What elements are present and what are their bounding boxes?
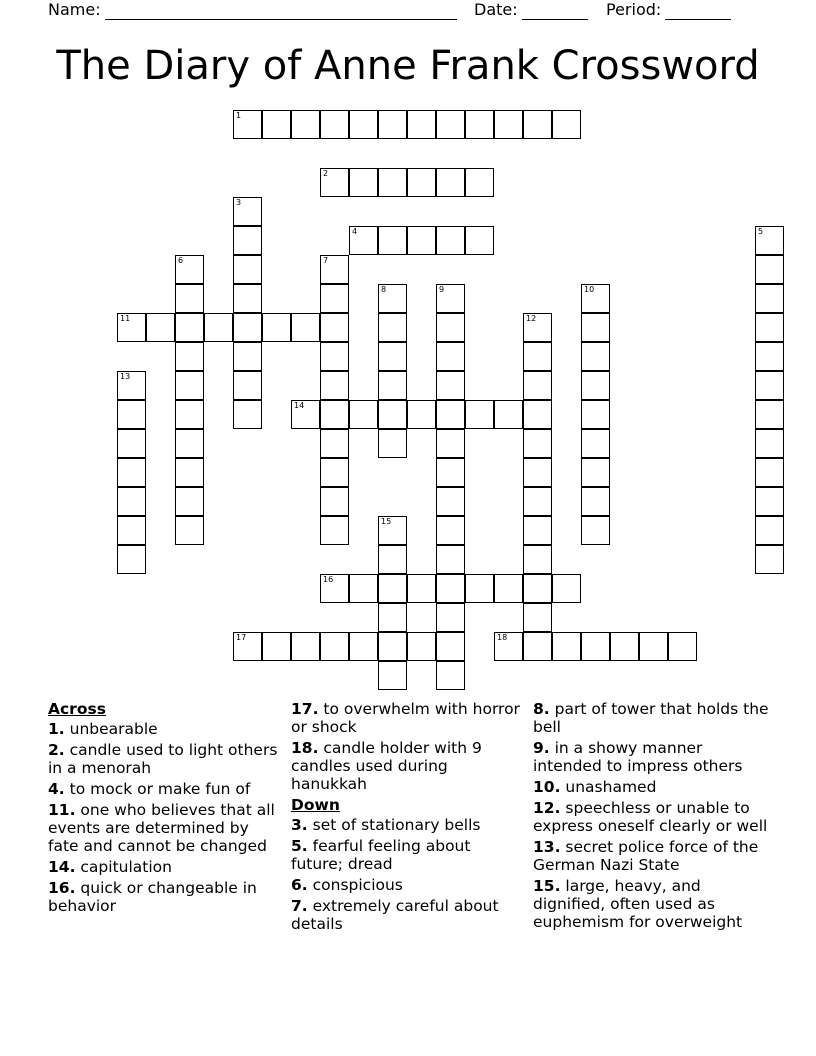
grid-cell[interactable] bbox=[523, 603, 552, 632]
grid-cell[interactable] bbox=[262, 632, 291, 661]
grid-cell[interactable] bbox=[581, 400, 610, 429]
down-heading: Down bbox=[291, 796, 340, 814]
grid-cell[interactable] bbox=[436, 313, 465, 342]
grid-cell[interactable] bbox=[465, 110, 494, 139]
grid-cell[interactable] bbox=[378, 516, 407, 545]
date-label: Date: bbox=[474, 0, 518, 19]
grid-cell[interactable] bbox=[320, 342, 349, 371]
page-title: The Diary of Anne Frank Crossword bbox=[56, 43, 760, 89]
clues-column-2 bbox=[291, 700, 527, 936]
grid-cell[interactable] bbox=[755, 429, 784, 458]
grid-cell[interactable] bbox=[320, 632, 349, 661]
grid-cell[interactable] bbox=[175, 516, 204, 545]
period-label: Period: bbox=[606, 0, 662, 19]
cell-number: 6 bbox=[178, 256, 184, 265]
grid-cell[interactable] bbox=[407, 168, 436, 197]
grid-cell[interactable] bbox=[378, 603, 407, 632]
grid-cell[interactable] bbox=[320, 516, 349, 545]
grid-cell[interactable] bbox=[233, 226, 262, 255]
clue-down-8: 8. part of tower that holds the bell bbox=[533, 700, 769, 736]
grid-cell[interactable] bbox=[378, 342, 407, 371]
grid-cell[interactable] bbox=[378, 545, 407, 574]
name-label: Name: bbox=[48, 0, 101, 19]
grid-cell[interactable] bbox=[436, 110, 465, 139]
grid-cell[interactable] bbox=[494, 400, 523, 429]
grid-cell[interactable] bbox=[523, 487, 552, 516]
grid-cell[interactable] bbox=[291, 313, 320, 342]
grid-cell[interactable] bbox=[349, 632, 378, 661]
grid-cell[interactable] bbox=[523, 632, 552, 661]
clue-down-9: 9. in a showy manner intended to impress others bbox=[533, 739, 743, 775]
clue-down-7: 7. extremely careful about details bbox=[291, 897, 499, 933]
grid-cell[interactable] bbox=[465, 400, 494, 429]
grid-cell[interactable] bbox=[349, 226, 378, 255]
grid-cell[interactable] bbox=[291, 400, 320, 429]
grid-cell[interactable] bbox=[581, 284, 610, 313]
clue-across-14: 14. capitulation bbox=[48, 858, 172, 876]
grid-cell[interactable] bbox=[378, 313, 407, 342]
grid-cell[interactable] bbox=[320, 574, 349, 603]
grid-cell[interactable] bbox=[668, 632, 697, 661]
grid-cell[interactable] bbox=[581, 371, 610, 400]
grid-cell[interactable] bbox=[175, 371, 204, 400]
grid-cell[interactable] bbox=[552, 110, 581, 139]
grid-cell[interactable] bbox=[436, 284, 465, 313]
grid-cell[interactable] bbox=[523, 400, 552, 429]
grid-cell[interactable] bbox=[407, 574, 436, 603]
clues-column-3 bbox=[533, 700, 769, 934]
grid-cell[interactable] bbox=[233, 110, 262, 139]
grid-cell[interactable] bbox=[291, 632, 320, 661]
grid-cell[interactable] bbox=[262, 313, 291, 342]
grid-cell[interactable] bbox=[175, 429, 204, 458]
clue-down-3: 3. set of stationary bells bbox=[291, 816, 481, 834]
cell-number: 5 bbox=[758, 227, 764, 236]
cell-number: 2 bbox=[323, 169, 329, 178]
grid-cell[interactable] bbox=[349, 168, 378, 197]
grid-cell[interactable] bbox=[378, 632, 407, 661]
grid-cell[interactable] bbox=[436, 168, 465, 197]
grid-cell[interactable] bbox=[291, 110, 320, 139]
cell-number: 3 bbox=[236, 198, 242, 207]
clue-down-13: 13. secret police force of the German Nazi State bbox=[533, 838, 759, 874]
grid-cell[interactable] bbox=[233, 284, 262, 313]
grid-cell[interactable] bbox=[581, 342, 610, 371]
grid-cell[interactable] bbox=[175, 487, 204, 516]
clue-across-16: 16. quick or changeable in behavior bbox=[48, 879, 257, 915]
grid-cell[interactable] bbox=[465, 226, 494, 255]
grid-cell[interactable] bbox=[581, 632, 610, 661]
grid-cell[interactable] bbox=[175, 313, 204, 342]
grid-cell[interactable] bbox=[233, 371, 262, 400]
clue-down-6: 6. conspicious bbox=[291, 876, 403, 894]
clue-across-2: 2. candle used to light others in a menorah bbox=[48, 741, 278, 777]
grid-cell[interactable] bbox=[436, 516, 465, 545]
grid-cell[interactable] bbox=[494, 574, 523, 603]
grid-cell[interactable] bbox=[175, 255, 204, 284]
grid-cell[interactable] bbox=[436, 400, 465, 429]
grid-cell[interactable] bbox=[523, 371, 552, 400]
grid-cell[interactable] bbox=[175, 284, 204, 313]
grid-cell[interactable] bbox=[233, 197, 262, 226]
grid-cell[interactable] bbox=[320, 458, 349, 487]
grid-cell[interactable] bbox=[755, 313, 784, 342]
grid-cell[interactable] bbox=[378, 429, 407, 458]
grid-cell[interactable] bbox=[610, 632, 639, 661]
grid-cell[interactable] bbox=[320, 429, 349, 458]
grid-cell[interactable] bbox=[436, 342, 465, 371]
grid-cell[interactable] bbox=[378, 226, 407, 255]
grid-cell[interactable] bbox=[407, 400, 436, 429]
grid-cell[interactable] bbox=[523, 342, 552, 371]
clue-down-5: 5. fearful feeling about future; dread bbox=[291, 837, 471, 873]
grid-cell[interactable] bbox=[755, 487, 784, 516]
grid-cell[interactable] bbox=[117, 371, 146, 400]
grid-cell[interactable] bbox=[581, 458, 610, 487]
grid-cell[interactable] bbox=[117, 313, 146, 342]
clue-across-18: 18. candle holder with 9 candles used during hanukkah bbox=[291, 739, 482, 793]
grid-cell[interactable] bbox=[117, 458, 146, 487]
grid-cell[interactable] bbox=[465, 574, 494, 603]
grid-cell[interactable] bbox=[436, 545, 465, 574]
grid-cell[interactable] bbox=[378, 400, 407, 429]
clue-across-11: 11. one who believes that all events are determined by fate and cannot be changed bbox=[48, 801, 275, 855]
cell-number: 7 bbox=[323, 256, 329, 265]
clue-down-15: 15. large, heavy, and dignified, often used as euphemism for overweight bbox=[533, 877, 743, 931]
grid-cell[interactable] bbox=[581, 487, 610, 516]
grid-cell[interactable] bbox=[436, 226, 465, 255]
grid-cell[interactable] bbox=[581, 516, 610, 545]
grid-cell[interactable] bbox=[320, 400, 349, 429]
grid-cell[interactable] bbox=[233, 342, 262, 371]
grid-cell[interactable] bbox=[494, 110, 523, 139]
across-heading: Across bbox=[48, 700, 106, 718]
grid-cell[interactable] bbox=[320, 313, 349, 342]
grid-cell[interactable] bbox=[755, 458, 784, 487]
grid-cell[interactable] bbox=[523, 545, 552, 574]
grid-cell[interactable] bbox=[523, 458, 552, 487]
grid-cell[interactable] bbox=[523, 574, 552, 603]
grid-cell[interactable] bbox=[407, 632, 436, 661]
grid-cell[interactable] bbox=[320, 371, 349, 400]
grid-cell[interactable] bbox=[378, 168, 407, 197]
grid-cell[interactable] bbox=[233, 313, 262, 342]
cell-number: 13 bbox=[120, 372, 131, 381]
grid-cell[interactable] bbox=[320, 168, 349, 197]
cell-number: 16 bbox=[323, 575, 334, 584]
grid-cell[interactable] bbox=[755, 400, 784, 429]
grid-cell[interactable] bbox=[320, 284, 349, 313]
grid-cell[interactable] bbox=[320, 487, 349, 516]
grid-cell[interactable] bbox=[436, 487, 465, 516]
grid-cell[interactable] bbox=[233, 632, 262, 661]
clue-down-10: 10. unashamed bbox=[533, 778, 657, 796]
grid-cell[interactable] bbox=[175, 342, 204, 371]
grid-cell[interactable] bbox=[436, 458, 465, 487]
grid-cell[interactable] bbox=[436, 603, 465, 632]
cell-number: 17 bbox=[236, 633, 247, 642]
grid-cell[interactable] bbox=[407, 110, 436, 139]
grid-cell[interactable] bbox=[639, 632, 668, 661]
grid-cell[interactable] bbox=[175, 400, 204, 429]
clue-across-4: 4. to mock or make fun of bbox=[48, 780, 251, 798]
clue-across-1: 1. unbearable bbox=[48, 720, 158, 738]
grid-cell[interactable] bbox=[552, 632, 581, 661]
grid-cell[interactable] bbox=[378, 661, 407, 690]
grid-cell[interactable] bbox=[755, 255, 784, 284]
cell-number: 1 bbox=[236, 111, 242, 120]
grid-cell[interactable] bbox=[117, 429, 146, 458]
cell-number: 11 bbox=[120, 314, 131, 323]
grid-cell[interactable] bbox=[436, 632, 465, 661]
grid-cell[interactable] bbox=[523, 516, 552, 545]
cell-number: 8 bbox=[381, 285, 387, 294]
grid-cell[interactable] bbox=[523, 429, 552, 458]
grid-cell[interactable] bbox=[233, 400, 262, 429]
cell-number: 14 bbox=[294, 401, 305, 410]
grid-cell[interactable] bbox=[378, 110, 407, 139]
grid-cell[interactable] bbox=[755, 284, 784, 313]
grid-cell[interactable] bbox=[117, 545, 146, 574]
grid-cell[interactable] bbox=[552, 574, 581, 603]
grid-cell[interactable] bbox=[117, 400, 146, 429]
grid-cell[interactable] bbox=[378, 574, 407, 603]
grid-cell[interactable] bbox=[436, 574, 465, 603]
cell-number: 9 bbox=[439, 285, 445, 294]
cell-number: 4 bbox=[352, 227, 358, 236]
grid-cell[interactable] bbox=[204, 313, 233, 342]
grid-cell[interactable] bbox=[755, 342, 784, 371]
grid-cell[interactable] bbox=[320, 110, 349, 139]
grid-cell[interactable] bbox=[523, 110, 552, 139]
grid-cell[interactable] bbox=[175, 458, 204, 487]
grid-cell[interactable] bbox=[494, 632, 523, 661]
grid-cell[interactable] bbox=[755, 226, 784, 255]
grid-cell[interactable] bbox=[581, 429, 610, 458]
grid-cell[interactable] bbox=[117, 487, 146, 516]
grid-cell[interactable] bbox=[436, 429, 465, 458]
grid-cell[interactable] bbox=[581, 313, 610, 342]
grid-cell[interactable] bbox=[320, 255, 349, 284]
grid-cell[interactable] bbox=[755, 516, 784, 545]
grid-cell[interactable] bbox=[117, 516, 146, 545]
grid-cell[interactable] bbox=[755, 371, 784, 400]
cell-number: 18 bbox=[497, 633, 508, 642]
grid-cell[interactable] bbox=[407, 226, 436, 255]
grid-cell[interactable] bbox=[436, 661, 465, 690]
grid-cell[interactable] bbox=[378, 284, 407, 313]
clue-down-12: 12. speechless or unable to express oneself clearly or well bbox=[533, 799, 768, 835]
grid-cell[interactable] bbox=[436, 371, 465, 400]
clues-column-1 bbox=[48, 700, 284, 918]
grid-cell[interactable] bbox=[146, 313, 175, 342]
cell-number: 12 bbox=[526, 314, 537, 323]
grid-cell[interactable] bbox=[349, 400, 378, 429]
grid-cell[interactable] bbox=[465, 168, 494, 197]
grid-cell[interactable] bbox=[262, 110, 291, 139]
grid-cell[interactable] bbox=[755, 545, 784, 574]
cell-number: 10 bbox=[584, 285, 595, 294]
grid-cell[interactable] bbox=[523, 313, 552, 342]
grid-cell[interactable] bbox=[378, 371, 407, 400]
grid-cell[interactable] bbox=[349, 574, 378, 603]
grid-cell[interactable] bbox=[349, 110, 378, 139]
cell-number: 15 bbox=[381, 517, 392, 526]
clue-across-17: 17. to overwhelm with horror or shock bbox=[291, 700, 520, 736]
grid-cell[interactable] bbox=[233, 255, 262, 284]
